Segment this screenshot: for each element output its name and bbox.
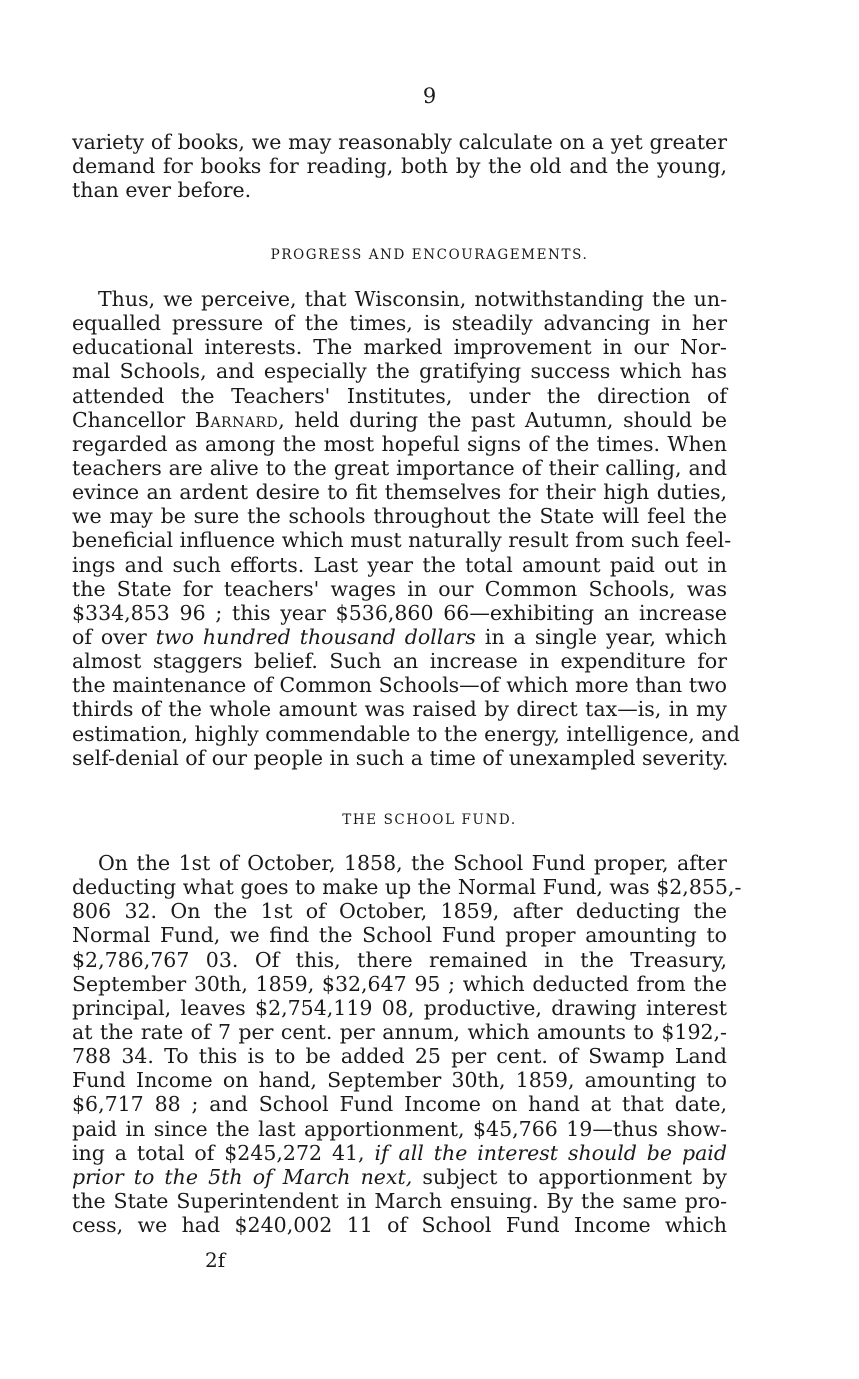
- text-line: principal, leaves $2,754,119 08, productive, drawing interest: [72, 995, 727, 1020]
- text-line: Thus, we perceive, that Wisconsin, notwithstanding the un-: [98, 287, 727, 311]
- text-line: regarded as among the most hopeful signs of the times. When: [72, 431, 727, 456]
- signature-mark: 2f: [205, 1248, 226, 1272]
- text-line: $6,717 88 ; and School Fund Income on hand at that date,: [72, 1092, 727, 1117]
- text-line: estimation, highly commendable to the energy, intelligence, and: [72, 721, 740, 746]
- text-line: $2,786,767 03. Of this, there remained in the Treasury,: [72, 947, 727, 972]
- page-number: 9: [422, 84, 437, 108]
- text-line: September 30th, 1859, $32,647 95 ; which deducted from the: [72, 971, 727, 996]
- school-fund-paragraph: [72, 851, 742, 1238]
- text-line: cess, we had $240,002 11 of School Fund Income which: [72, 1213, 727, 1238]
- text-line: [72, 1141, 727, 1165]
- text-line: Fund Income on hand, September 30th, 1859, amounting to: [72, 1068, 727, 1093]
- text-run: of over: [72, 624, 156, 649]
- text-line: [72, 1165, 727, 1189]
- text-line: evince an ardent desire to fit themselves for their high duties,: [72, 480, 727, 505]
- italic-emphasis: two hundred thousand dollars: [155, 624, 476, 649]
- text-run: , held during the past Autumn, should be: [278, 407, 728, 432]
- text-line: the State Superintendent in March ensuing. By the same pro-: [72, 1188, 727, 1213]
- text-line: mal Schools, and especially the gratifying success which has: [72, 359, 727, 384]
- text-line: equalled pressure of the times, is steadily advancing in her: [72, 311, 727, 336]
- text-line: the State for teachers' wages in our Common Schools, was: [72, 576, 727, 601]
- text-line: educational interests. The marked improvement in our Nor-: [72, 335, 727, 360]
- text-line: 788 34. To this is to be added 25 per cent. of Swamp Land: [72, 1044, 727, 1069]
- text-line: ings and such efforts. Last year the total amount paid out in: [72, 552, 727, 577]
- text-line: self-denial of our people in such a time of unexampled severity.: [72, 745, 729, 770]
- section-heading-school-fund: THE SCHOOL FUND.: [342, 812, 517, 828]
- text-line: the maintenance of Common Schools—of which more than two: [72, 673, 727, 698]
- text-run: ing a total of $245,272 41,: [72, 1140, 375, 1165]
- text-line: [72, 625, 727, 649]
- text-line: teachers are alive to the great importance of their calling, and: [72, 455, 727, 480]
- text-run: Chancellor: [72, 407, 195, 432]
- text-line: On the 1st of October, 1858, the School Fund proper, after: [98, 851, 727, 875]
- text-line: demand for books for reading, both by the old and the young,: [72, 154, 727, 179]
- text-line: beneficial influence which must naturally result from such feel-: [72, 528, 732, 553]
- text-line: thirds of the whole amount was raised by direct tax—is, in my: [72, 697, 727, 722]
- text-line: deducting what goes to make up the Normal Fund, was $2,855,-: [72, 875, 742, 900]
- text-line: [72, 408, 727, 432]
- text-line: Normal Fund, we find the School Fund proper amounting to: [72, 923, 727, 948]
- text-line: paid in since the last apportionment, $45,766 19—thus show-: [72, 1116, 727, 1141]
- intro-paragraph: [72, 130, 727, 202]
- name-barnard: Barnard: [194, 407, 279, 432]
- text-line: than ever before.: [72, 178, 252, 203]
- text-line: at the rate of 7 per cent. per annum, which amounts to $192,-: [72, 1019, 727, 1044]
- italic-emphasis: if all the interest should be paid: [374, 1140, 727, 1165]
- text-run: subject to apportionment by: [412, 1164, 727, 1189]
- text-line: $334,853 96 ; this year $536,860 66—exhibiting an increase: [72, 600, 727, 625]
- progress-paragraph: [72, 287, 740, 770]
- italic-emphasis: prior to the 5th of March next,: [72, 1164, 413, 1189]
- text-line: variety of books, we may reasonably calculate on a yet greater: [72, 130, 727, 154]
- text-line: attended the Teachers' Institutes, under the direction of: [72, 383, 727, 408]
- section-heading-progress: PROGRESS AND ENCOURAGEMENTS.: [270, 247, 589, 263]
- text-line: 806 32. On the 1st of October, 1859, after deducting the: [72, 899, 727, 924]
- text-run: in a single year, which: [475, 624, 727, 649]
- text-line: we may be sure the schools throughout the State will feel the: [72, 504, 727, 529]
- text-line: almost staggers belief. Such an increase in expenditure for: [72, 649, 727, 674]
